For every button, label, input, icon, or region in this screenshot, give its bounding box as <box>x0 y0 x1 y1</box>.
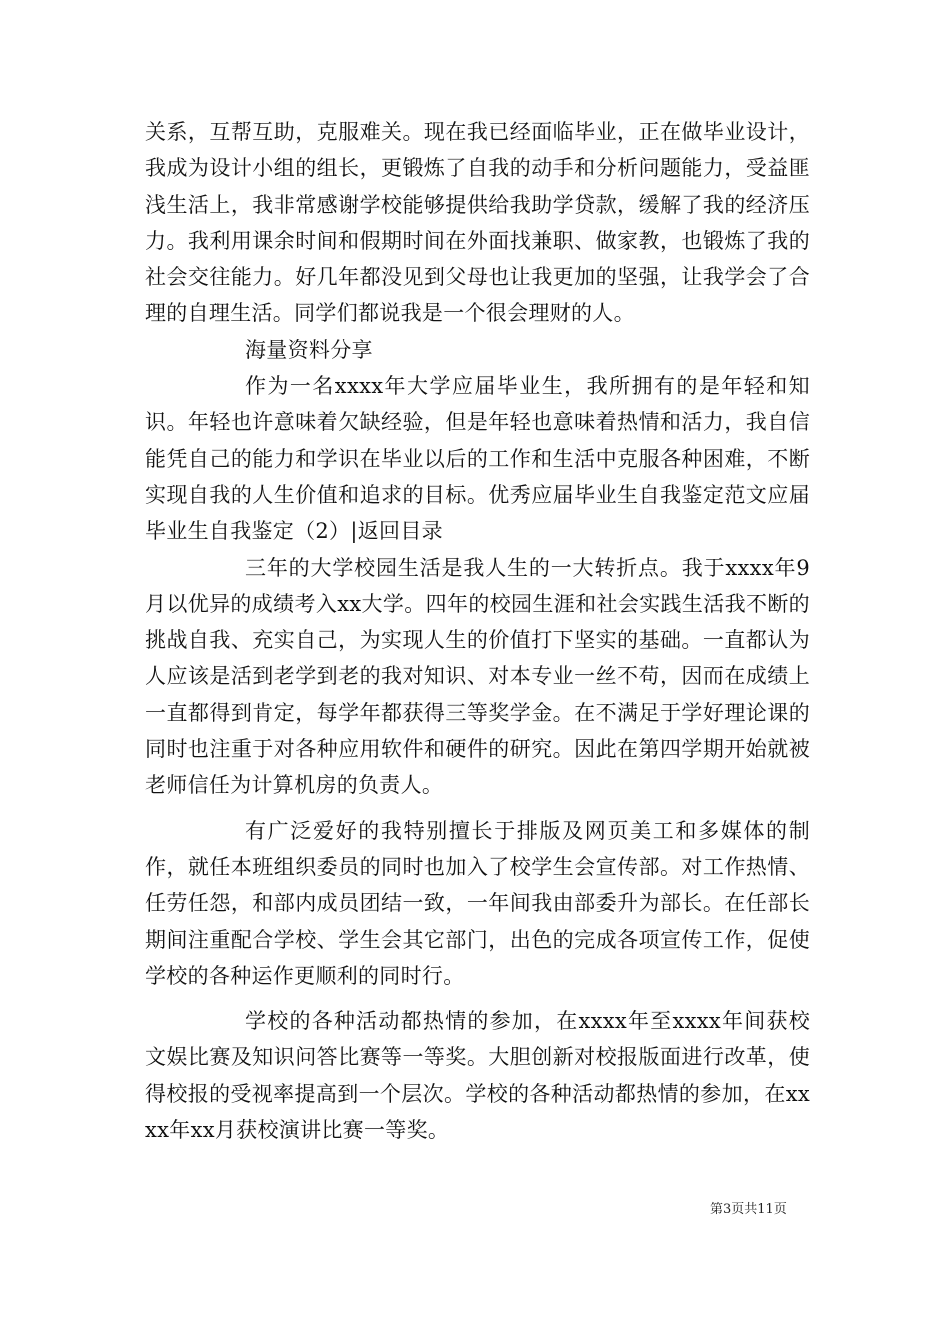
paragraph-3: 作为一名xxxx年大学应届毕业生，我所拥有的是年轻和知识。年轻也许意味着欠缺经验，但是年轻也意味着热情和活力，我自信能凭自己的能力和学识在毕业以后的工作和生活中克服各种困难，不断实现自我的人生价值和追求的目标。优秀应届毕业生自我鉴定范文应届毕业生自我鉴定（2）|返回目录 <box>145 374 810 544</box>
paragraph-spacer <box>145 994 810 1003</box>
paragraph-spacer <box>145 804 810 813</box>
document-body <box>145 114 810 1148</box>
paragraph-2-heading: 海量资料分享 <box>245 337 373 362</box>
paragraph-6: 学校的各种活动都热情的参加，在xxxx年至xxxx年间获校文娱比赛及知识问答比赛等一等奖。大胆创新对校报版面进行改革，使得校报的受视率提高到一个层次。学校的各种活动都热情的参加，在xxxx年xx月获校演讲比赛一等奖。 <box>145 1009 810 1143</box>
page-number-footer: 第3页共11页 <box>710 1202 787 1217</box>
paragraph-4: 三年的大学校园生活是我人生的一大转折点。我于xxxx年9月以优异的成绩考入xx大学。四年的校园生涯和社会实践生活我不断的挑战自我、充实自己，为实现人生的价值打下坚实的基础。一直都认为人应该是活到老学到老的我对知识、对本专业一丝不苟，因而在成绩上一直都得到肯定，每学年都获得三等奖学金。在不满足于学好理论课的同时也注重于对各种应用软件和硬件的研究。因此在第四学期开始就被老师信任为计算机房的负责人。 <box>145 555 810 798</box>
paragraph-5: 有广泛爱好的我特别擅长于排版及网页美工和多媒体的制作，就任本班组织委员的同时也加入了校学生会宣传部。对工作热情、任劳任怨，和部内成员团结一致，一年间我由部委升为部长。在任部长期间注重配合学校、学生会其它部门，出色的完成各项宣传工作，促使学校的各种运作更顺利的同时行。 <box>145 818 810 988</box>
paragraph-1: 关系，互帮互助，克服难关。现在我已经面临毕业，正在做毕业设计，我成为设计小组的组长，更锻炼了自我的动手和分析问题能力，受益匪浅生活上，我非常感谢学校能够提供给我助学贷款，缓解了我的经济压力。我利用课余时间和假期时间在外面找兼职、做家教，也锻炼了我的社会交往能力。好几年都没见到父母也让我更加的坚强，让我学会了合理的自理生活。同学们都说我是一个很会理财的人。 <box>145 120 810 326</box>
